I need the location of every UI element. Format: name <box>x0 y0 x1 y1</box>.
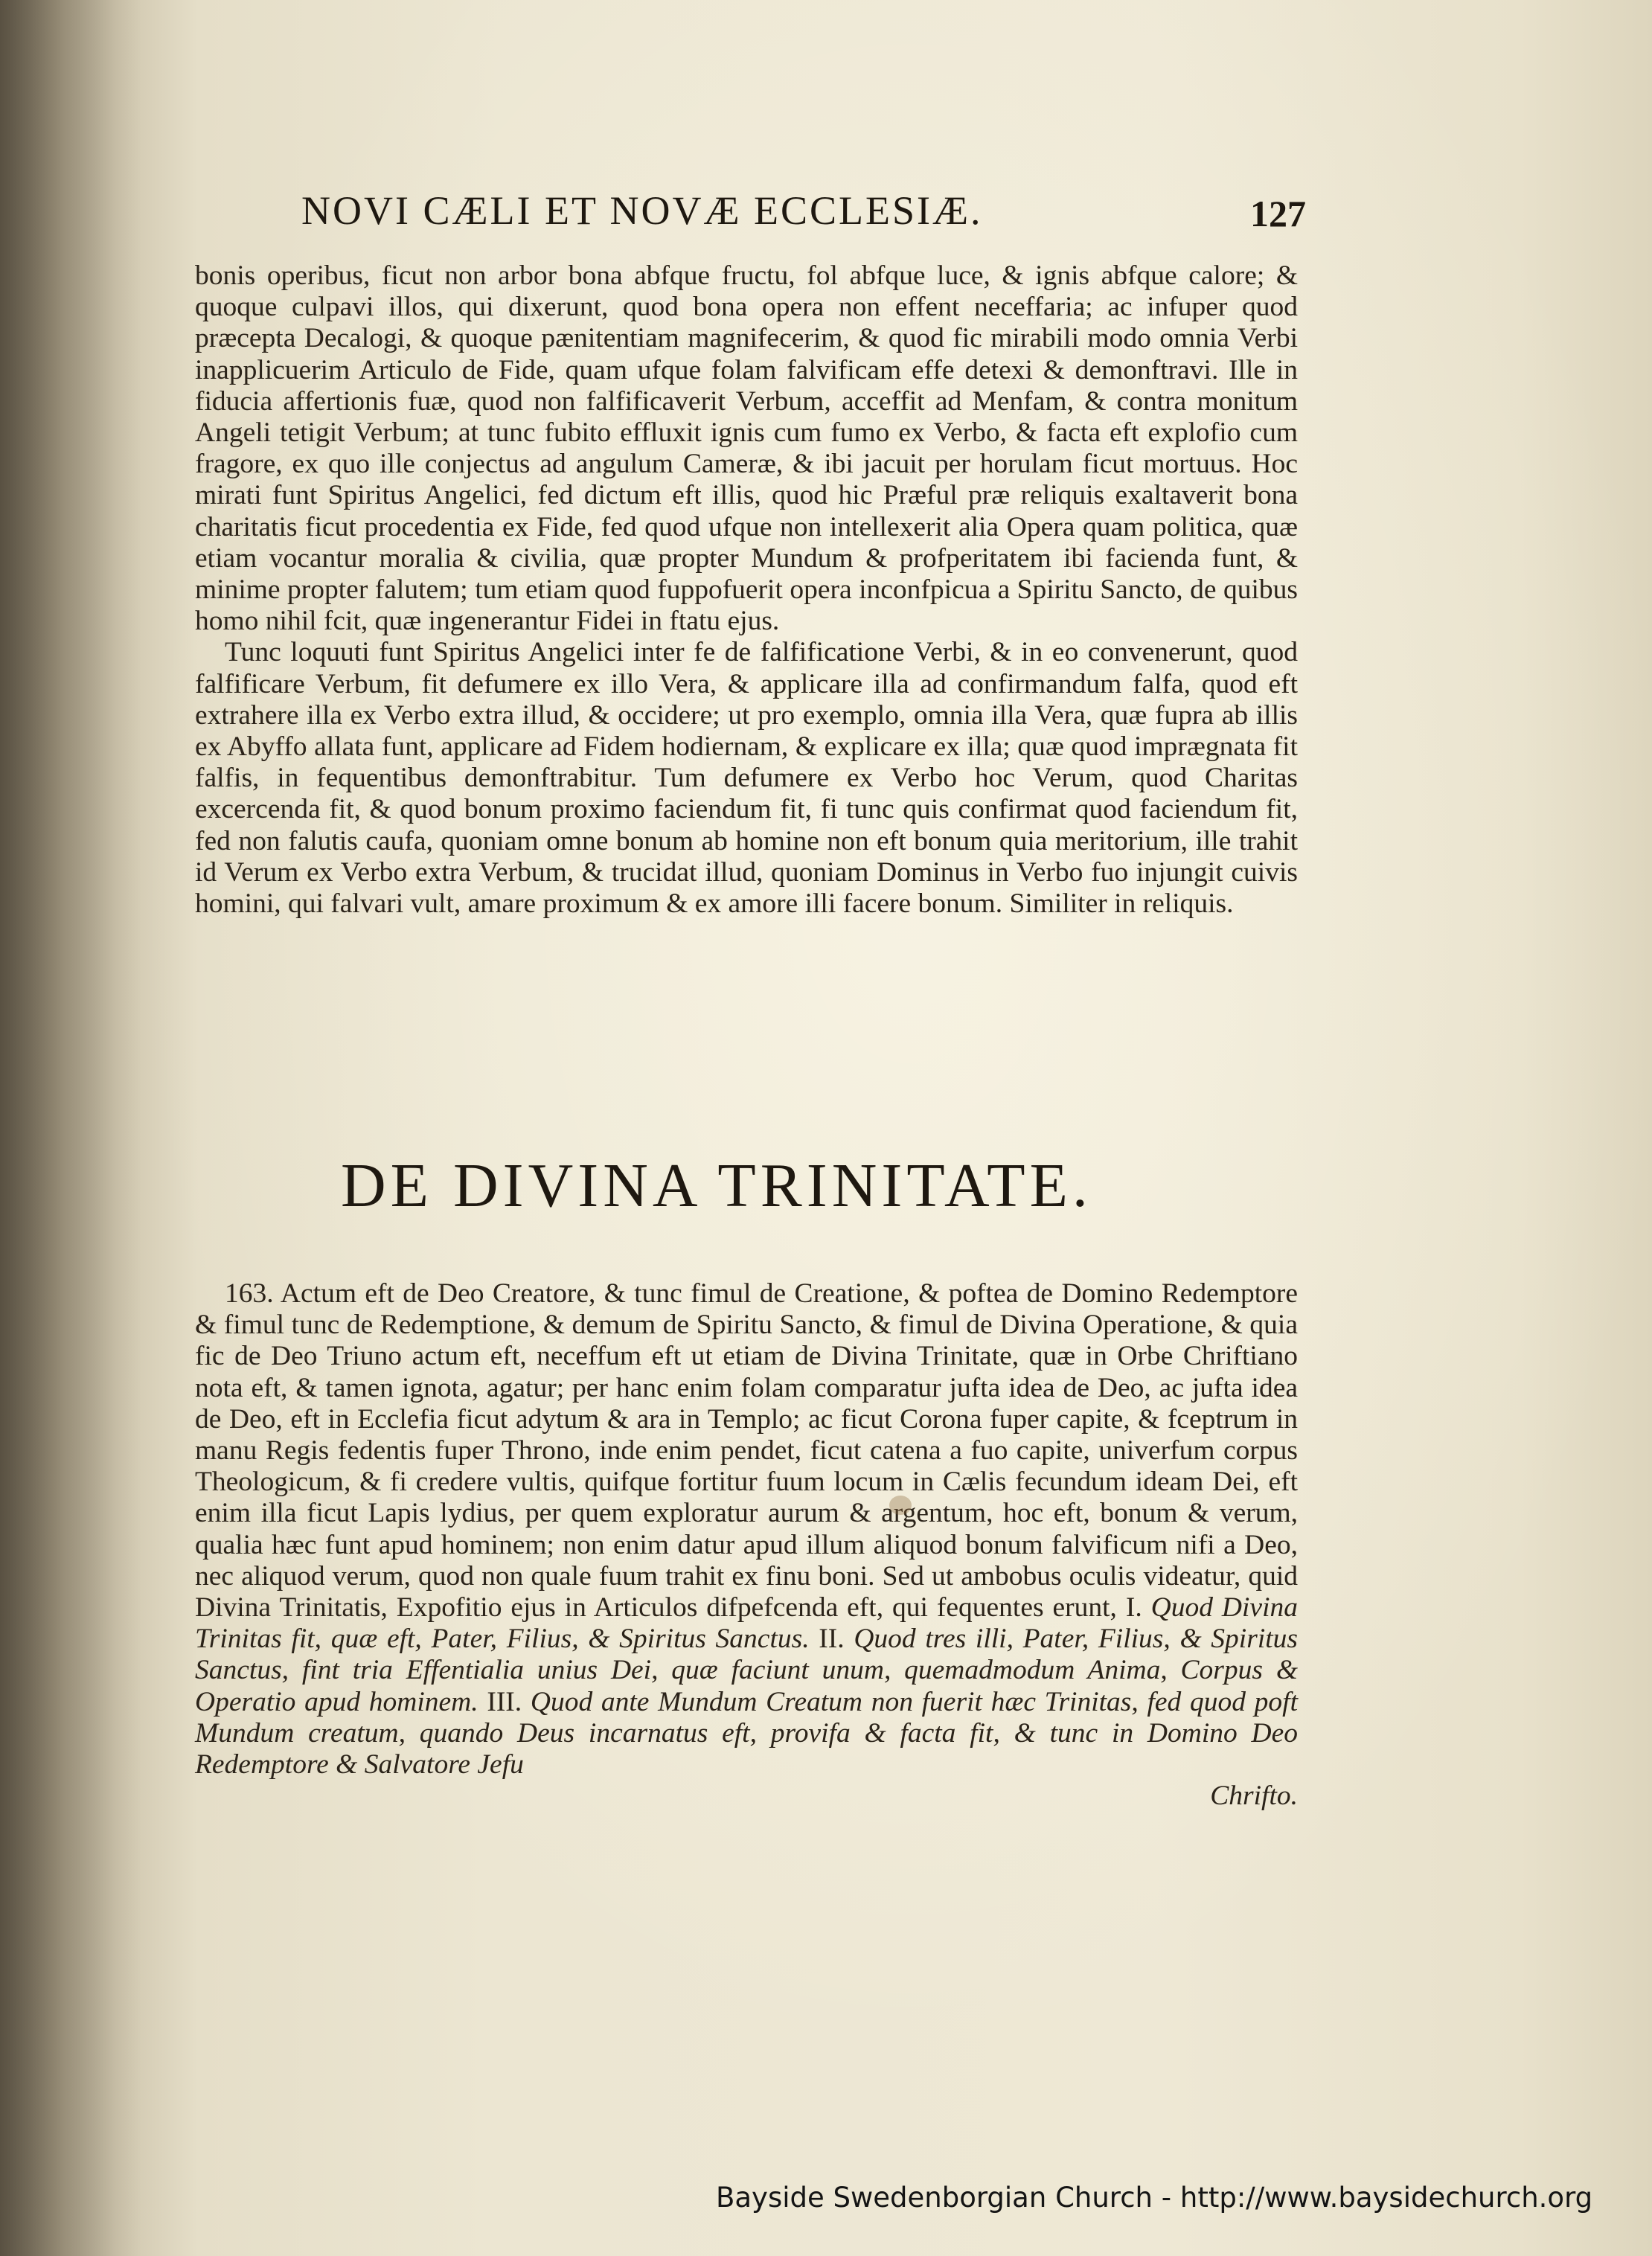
article-3: Quod ante Mundum Creatum non fuerit hæc Trinitas, fed quod poft Mundum creatum, quando Deus incarnatus eft, provifa & facta fit, & tunc in Domino Deo Redemptore & Salvatore Jefu <box>195 1686 1298 1781</box>
article-3-number: III. <box>478 1686 531 1717</box>
body-text-top <box>195 260 1298 920</box>
catchword: Chrifto. <box>1210 1781 1298 1812</box>
paragraph-163 <box>195 1278 1298 1781</box>
paper-stain <box>889 1496 912 1515</box>
page-number: 127 <box>1250 193 1306 234</box>
body-text-bottom <box>195 1278 1298 1812</box>
page-gutter-shadow <box>0 0 141 2256</box>
source-watermark: Bayside Swedenborgian Church - http://www.baysidechurch.org <box>716 2182 1593 2214</box>
paragraph-163-text: 163. Actum eft de Deo Creatore, & tunc fimul de Creatione, & poftea de Domino Redemptore & fimul tunc de Redemptione, & demum de Spiritu Sancto, & fimul de Divina Operatione, & quia fic de Deo Triuno actum eft, neceffum eft ut etiam de Divina Trinitate, quæ in Orbe Chriftiano nota eft, & tamen ignota, agatur; per hanc enim folam comparatur jufta idea de Deo, ac jufta idea de Deo, eft in Ecclefia ficut adytum & ara in Templo; ac ficut Corona fuper capite, & fceptrum in manu Regis fedentis fuper Throno, inde enim pendet, ficut catena a fuo capite, univerfum corpus Theologicum, & fi credere vultis, quifque fortitur fuum locum in Cælis fecundum ideam Dei, eft enim illa ficut Lapis lydius, per quem exploratur aurum & argentum, hoc eft, bonum & verum, qualia hæc funt apud hominem; non enim datur apud illum aliquod bonum falvificum nifi a Deo, nec aliquod verum, quod non quale fuum trahit ex finu boni. Sed ut ambobus oculis videatur, quid Divina Trinitatis, Expofitio ejus in Articulos difpefcenda eft, qui fequentes erunt, I. <box>195 1278 1298 1624</box>
header-title: NOVI CÆLI ET NOVÆ ECCLESIÆ. <box>301 188 983 233</box>
article-1: Quod Divina Trinitas fit, quæ eft, Pater, Filius, & Spiritus Sanctus. <box>195 1592 1298 1655</box>
article-2-number: II. <box>809 1624 854 1655</box>
section-heading: DE DIVINA TRINITATE. <box>341 1151 1092 1220</box>
article-2: Quod tres illi, Pater, Filius, & Spiritus Sanctus, fint tria Effentialia unius Dei, quæ faciunt unum, quemadmodum Anima, Corpus & Operatio apud hominem. <box>195 1624 1298 1717</box>
paragraph-falsification: Tunc loquuti funt Spiritus Angelici inter fe de falfificatione Verbi, & in eo convenerunt, quod falfificare Verbum, fit defumere ex illo Vera, & applicare illa ad confirmandum falfa, quod eft extrahere illa ex Verbo extra illud, & occidere; ut pro exemplo, omnia illa Vera, quæ fupra ab illis ex Abyffo allata funt, applicare ad Fidem hodiernam, & explicare ex illa; quæ quod imprægnata fit falfis, in fequentibus demonftrabitur. Tum defumere ex Verbo hoc Verum, quod Charitas excercenda fit, & quod bonum proximo faciendum fit, fi tunc quis confirmat quod faciendum fit, fed non falutis caufa, quoniam omne bonum ab homine non eft bonum quia meritorium, ille trahit id Verum ex Verbo extra Verbum, & trucidat illud, quoniam Dominus in Verbo fuo injungit cuivis homini, qui falvari vult, amare proximum & ex amore illi facere bonum. Similiter in reliquis. <box>195 637 1298 920</box>
paragraph-continuation: bonis operibus, ficut non arbor bona abfque fructu, fol abfque luce, & ignis abfque calore; & quoque culpavi illos, qui dixerunt, quod bona opera non effent neceffaria; ac infuper quod præcepta Decalogi, & quoque pænitentiam magnifecerim, & quod fic mirabili modo omnia Verbi inapplicuerim Articulo de Fide, quam ufque folam falvificam effe detexi & demonftravi. Ille in fiducia affertionis fuæ, quod non falfificaverit Verbum, acceffit ad Menfam, & contra monitum Angeli tetigit Verbum; at tunc fubito effluxit ignis cum fumo ex Verbo, & facta eft explofio cum fragore, ex quo ille conjectus ad angulum Cameræ, & ibi jacuit per horulam ficut mortuus. Hoc mirati funt Spiritus Angelici, fed dictum eft illis, quod hic Præful præ reliquis exaltaverit bona charitatis ficut procedentia ex Fide, fed quod ufque non intellexerit alia Opera quam politica, quæ etiam vocantur moralia & civilia, quæ propter Mundum & profperitatem ibi facienda funt, & minime propter falutem; tum etiam quod fuppofuerit opera inconfpicua a Spiritu Sancto, de quibus homo nihil fcit, quæ ingenerantur Fidei in ftatu ejus. <box>195 260 1298 637</box>
running-header <box>301 188 1306 240</box>
